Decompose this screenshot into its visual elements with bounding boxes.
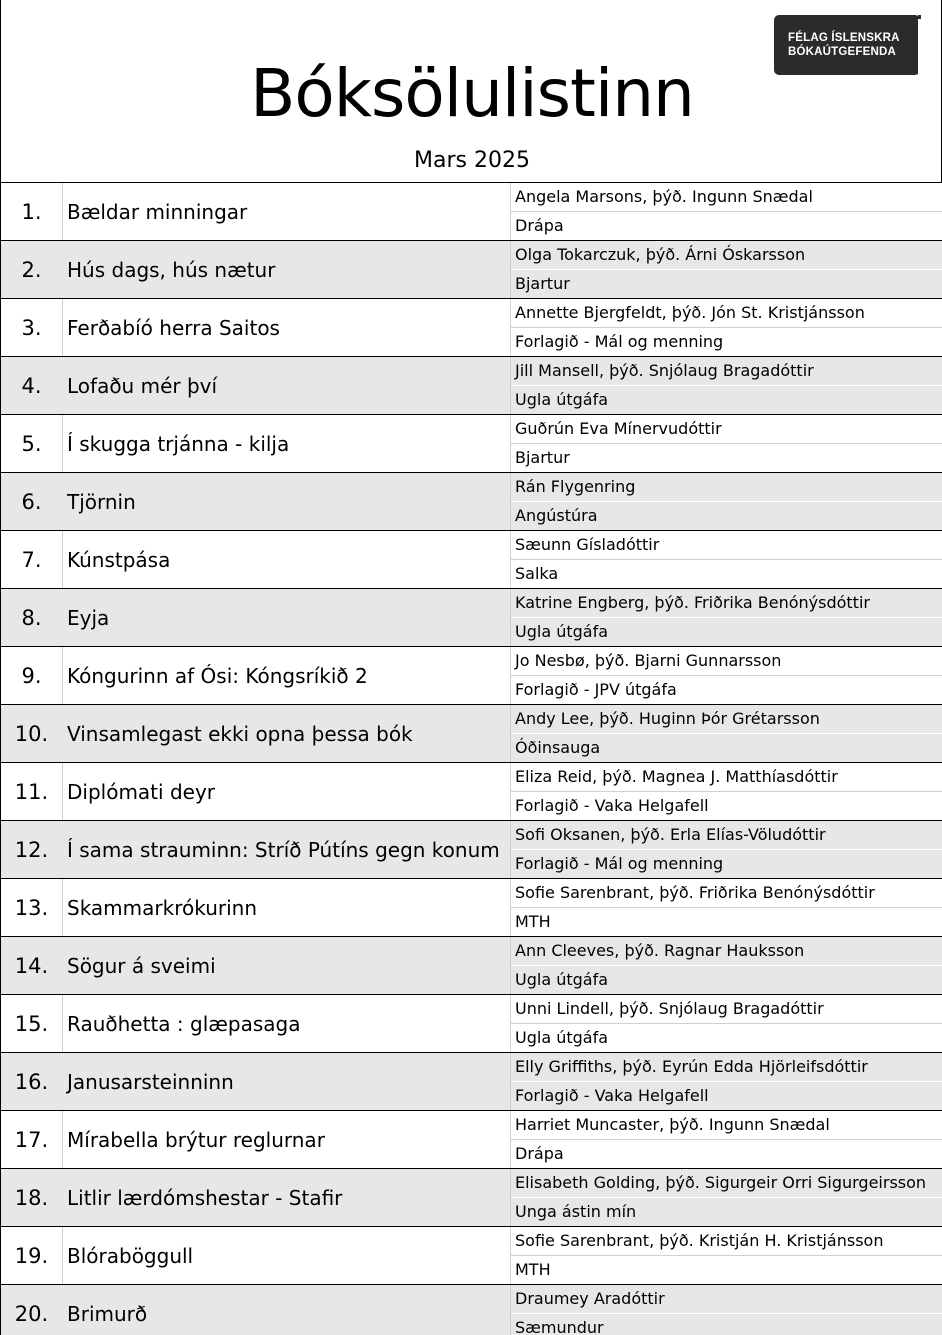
book-title-cell: Bældar minningar [67,199,248,224]
book-title-cell: Rauðhetta : glæpasaga [67,1011,301,1036]
rank-cell: 15. [1,995,63,1052]
book-meta-cell [510,1111,942,1168]
book-title-cell: Mírabella brýtur reglurnar [67,1127,325,1152]
rank-cell: 2. [1,241,63,298]
page-title: Bóksölulistinn [250,55,694,132]
book-meta-cell [510,183,942,240]
publisher-cell: Forlagið - Vaka Helgafell [511,792,942,821]
book-meta-cell [510,357,942,414]
book-meta-cell [510,647,942,704]
author-cell: Katrine Engberg, þýð. Friðrika Benónýsdóttir [511,589,942,618]
rank-cell: 11. [1,763,63,820]
table-row [1,530,942,588]
publisher-cell: Ugla útgáfa [511,966,942,995]
publisher-cell: Unga ástin mín [511,1198,942,1227]
table-row [1,1168,942,1226]
book-title-cell: Litlir lærdómshestar - Stafir [67,1185,343,1210]
author-cell: Draumey Aradóttir [511,1285,942,1314]
author-cell: Unni Lindell, þýð. Snjólaug Bragadóttir [511,995,942,1024]
author-cell: Elly Griffiths, þýð. Eyrún Edda Hjörleifsdóttir [511,1053,942,1082]
rank-cell: 8. [1,589,63,646]
book-meta-cell [510,1285,942,1335]
table-row [1,1284,942,1335]
book-meta-cell [510,299,942,356]
book-title-cell: Brimurð [67,1301,148,1326]
publisher-cell: Drápa [511,1140,942,1169]
publisher-cell: MTH [511,1256,942,1285]
author-cell: Andy Lee, þýð. Huginn Þór Grétarsson [511,705,942,734]
table-row [1,704,942,762]
author-cell: Rán Flygenring [511,473,942,502]
logo-line-2: BÓKAÚTGEFENDA [788,46,897,58]
book-meta-cell [510,995,942,1052]
author-cell: Olga Tokarczuk, þýð. Árni Óskarsson [511,241,942,270]
author-cell: Jo Nesbø, þýð. Bjarni Gunnarsson [511,647,942,676]
rank-cell: 1. [1,183,63,240]
book-meta-cell [510,763,942,820]
rank-cell: 9. [1,647,63,704]
rank-cell: 17. [1,1111,63,1168]
book-title-cell: Lofaðu mér því [67,373,218,398]
table-row [1,994,942,1052]
book-meta-cell [510,879,942,936]
publisher-cell: Ugla útgáfa [511,1024,942,1053]
table-row [1,356,942,414]
rank-cell: 7. [1,531,63,588]
table-row [1,936,942,994]
table-row [1,240,942,298]
book-meta-cell [510,531,942,588]
rank-cell: 19. [1,1227,63,1284]
author-cell: Sofi Oksanen, þýð. Erla Elías-Völudóttir [511,821,942,850]
book-meta-cell [510,241,942,298]
book-title-cell: Blóraböggull [67,1243,194,1268]
author-cell: Annette Bjergfeldt, þýð. Jón St. Kristjánsson [511,299,942,328]
author-cell: Sofie Sarenbrant, þýð. Kristján H. Kristjánsson [511,1227,942,1256]
book-title-cell: Ferðabíó herra Saitos [67,315,280,340]
table-row [1,878,942,936]
rank-cell: 5. [1,415,63,472]
book-title-cell: Janusarsteinninn [67,1069,234,1094]
publisher-cell: Bjartur [511,444,942,473]
book-title-cell: Sögur á sveimi [67,953,216,978]
table-row [1,414,942,472]
table-row [1,298,942,356]
book-meta-cell [510,473,942,530]
book-meta-cell [510,415,942,472]
book-title-cell: Hús dags, hús nætur [67,257,276,282]
book-meta-cell [510,1227,942,1284]
publisher-cell: Drápa [511,212,942,241]
table-row [1,762,942,820]
publisher-cell: Bjartur [511,270,942,299]
table-row [1,1052,942,1110]
book-title-cell: Í skugga trjánna - kilja [67,431,290,456]
book-title-cell: Kóngurinn af Ósi: Kóngsríkið 2 [67,663,368,688]
rank-cell: 20. [1,1285,63,1335]
publisher-cell: Forlagið - Vaka Helgafell [511,1082,942,1111]
rank-cell: 14. [1,937,63,994]
book-meta-cell [510,705,942,762]
rank-cell: 10. [1,705,63,762]
book-title-cell: Eyja [67,605,110,630]
table-row [1,588,942,646]
author-cell: Elisabeth Golding, þýð. Sigurgeir Orri Sigurgeirsson [511,1169,942,1198]
table-row [1,820,942,878]
author-cell: Jill Mansell, þýð. Snjólaug Bragadóttir [511,357,942,386]
publisher-cell: Ugla útgáfa [511,386,942,415]
book-title-cell: Kúnstpása [67,547,171,572]
rank-cell: 13. [1,879,63,936]
publisher-cell: Forlagið - JPV útgáfa [511,676,942,705]
author-cell: Sofie Sarenbrant, þýð. Friðrika Benónýsdóttir [511,879,942,908]
rank-cell: 12. [1,821,63,878]
logo-line-1: FÉLAG ÍSLENSKRA [788,32,900,44]
book-meta-cell [510,937,942,994]
book-title-cell: Skammarkrókurinn [67,895,257,920]
book-title-cell: Tjörnin [67,489,136,514]
author-cell: Sæunn Gísladóttir [511,531,942,560]
rank-cell: 18. [1,1169,63,1226]
bestseller-table [1,182,942,1335]
rank-cell: 6. [1,473,63,530]
publisher-cell: Salka [511,560,942,589]
book-meta-cell [510,821,942,878]
page-subtitle: Mars 2025 [414,148,530,173]
book-title-cell: Í sama strauminn: Stríð Pútíns gegn konum [67,837,500,862]
table-row [1,1110,942,1168]
publisher-cell: Forlagið - Mál og menning [511,850,942,879]
rank-cell: 16. [1,1053,63,1110]
table-row [1,646,942,704]
author-cell: Angela Marsons, þýð. Ingunn Snædal [511,183,942,212]
book-title-cell: Diplómati deyr [67,779,215,804]
book-meta-cell [510,1169,942,1226]
table-row [1,472,942,530]
table-row [1,1226,942,1284]
publisher-cell: Óðinsauga [511,734,942,763]
book-title-cell: Vinsamlegast ekki opna þessa bók [67,721,413,746]
publisher-cell: MTH [511,908,942,937]
author-cell: Ann Cleeves, þýð. Ragnar Hauksson [511,937,942,966]
author-cell: Eliza Reid, þýð. Magnea J. Matthíasdóttir [511,763,942,792]
author-cell: Harriet Muncaster, þýð. Ingunn Snædal [511,1111,942,1140]
book-meta-cell [510,1053,942,1110]
publisher-cell: Ugla útgáfa [511,618,942,647]
rank-cell: 3. [1,299,63,356]
publisher-cell: Angústúra [511,502,942,531]
publisher-cell: Sæmundur [511,1314,942,1335]
table-row [1,182,942,240]
rank-cell: 4. [1,357,63,414]
author-cell: Guðrún Eva Mínervudóttir [511,415,942,444]
publisher-cell: Forlagið - Mál og menning [511,328,942,357]
book-meta-cell [510,589,942,646]
